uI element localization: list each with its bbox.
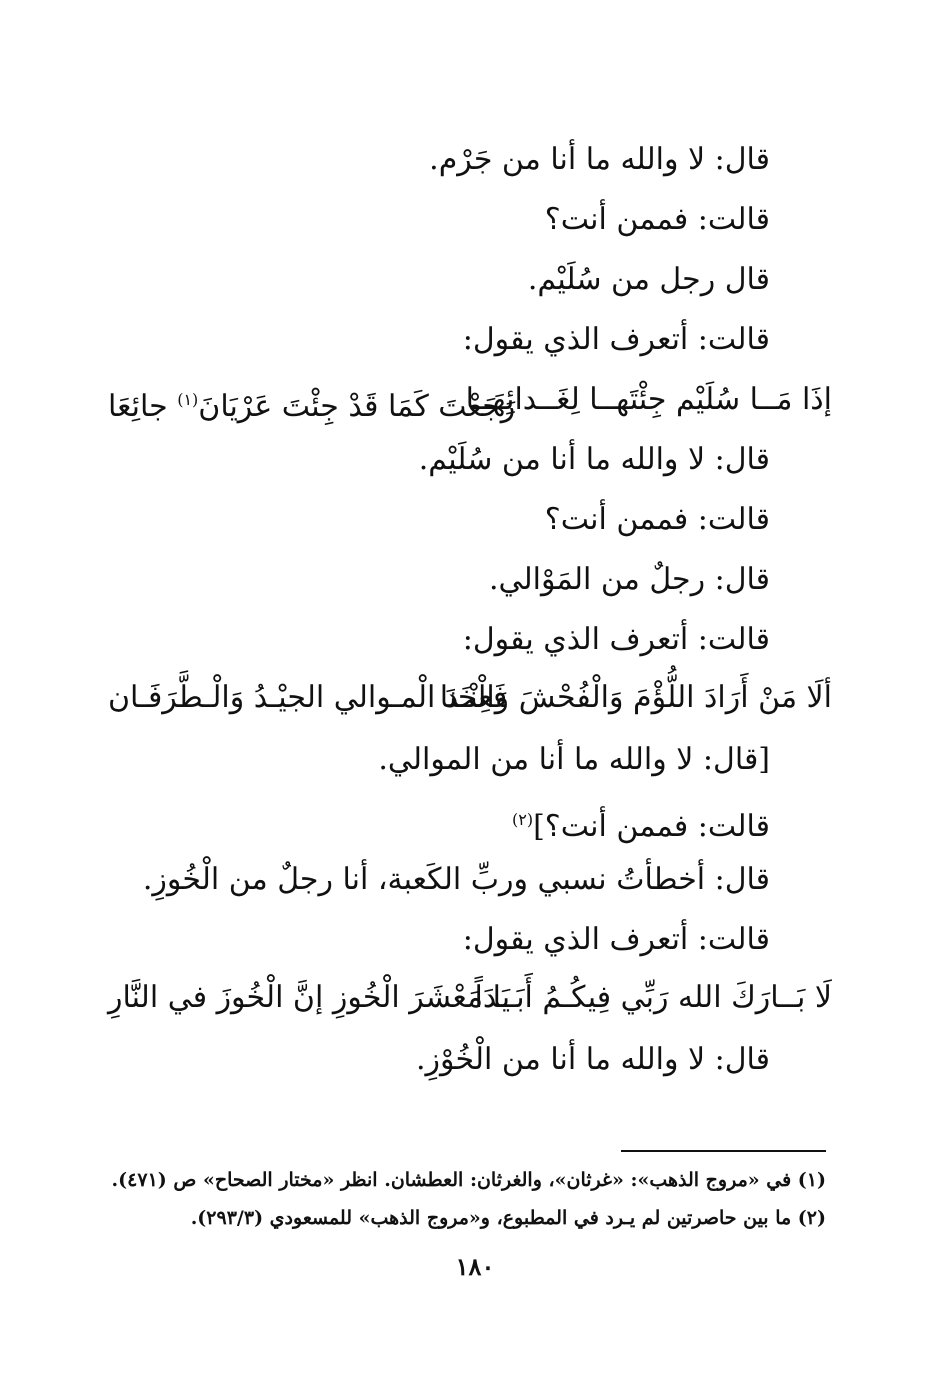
- verse-first-hemistich: إذَا مَــا سُلَيْم جِئْتَهــا لِغَــدائِهَــا: [465, 382, 832, 417]
- verse-first-hemistich: لَا بَــارَكَ الله رَبِّي فِيكُـمُ أَبَــدَاً: [474, 980, 832, 1015]
- dialogue-line: قالت: أتعرف الذي يقول:: [462, 322, 770, 357]
- poetry-verse: [108, 676, 832, 720]
- poetry-verse: [108, 378, 832, 422]
- footnote-marker: (٢): [512, 810, 534, 829]
- verse-second-hemistich: [108, 378, 515, 429]
- verse-second-text: رَجَعْتَ كَمَا قَدْ جِئْتَ عَرْيَانَ: [198, 389, 516, 424]
- footnote: (١) في «مروج الذهب»: «غرثان»، والغرثان: العطشان. انظر «مختار الصحاح» ص (٤٧١).: [111, 1169, 826, 1191]
- footnote-marker: (١): [177, 390, 199, 409]
- verse-second-hemistich: يَا مَعْشَرَ الْخُوزِ إنَّ الْخُوزَ في النَّارِ: [108, 980, 511, 1015]
- verse-second-hemistich: فَعِنْـدَ الْمـوالي الجيْـدُ وَالْـطَّرَفَـان: [108, 680, 508, 715]
- page-number: ١٨٠: [455, 1252, 495, 1281]
- dialogue-line: قالت: أتعرف الذي يقول:: [462, 922, 770, 957]
- footnote-separator: [621, 1150, 826, 1152]
- dialogue-line: قال: لا والله ما أنا من الْخُوْزِ.: [416, 1042, 770, 1077]
- dialogue-line: قال: لا والله ما أنا من جَرْم.: [429, 142, 770, 177]
- dialogue-line: [512, 800, 770, 847]
- poetry-verse: [108, 976, 832, 1020]
- dialogue-line: قال: رجلٌ من المَوْالي.: [489, 562, 770, 597]
- dialogue-line: قالت: فممن أنت؟: [544, 202, 770, 237]
- verse-second-end: جائِعَا: [108, 389, 178, 424]
- dialogue-line: قال: لا والله ما أنا من سُلَيْم.: [418, 442, 770, 477]
- dialogue-text: قالت: فممن أنت؟]: [533, 809, 770, 844]
- verse-first-hemistich: ألَا مَنْ أَرَادَ اللُّؤْمَ وَالْفُحْشَ وَالْخَنا: [439, 680, 832, 715]
- dialogue-line: قالت: فممن أنت؟: [544, 502, 770, 537]
- footnote: (٢) ما بين حاصرتين لم يـرد في المطبوع، و«مروج الذهب» للمسعودي (٢٩٣/٣).: [190, 1207, 826, 1229]
- dialogue-line: قال رجل من سُلَيْم.: [527, 262, 770, 297]
- dialogue-line: قالت: أتعرف الذي يقول:: [462, 622, 770, 657]
- dialogue-line: [قال: لا والله ما أنا من الموالي.: [378, 742, 770, 777]
- dialogue-line: قال: أخطأتُ نسبي وربِّ الكَعبة، أنا رجلٌ من الْخُوزِ.: [142, 862, 770, 897]
